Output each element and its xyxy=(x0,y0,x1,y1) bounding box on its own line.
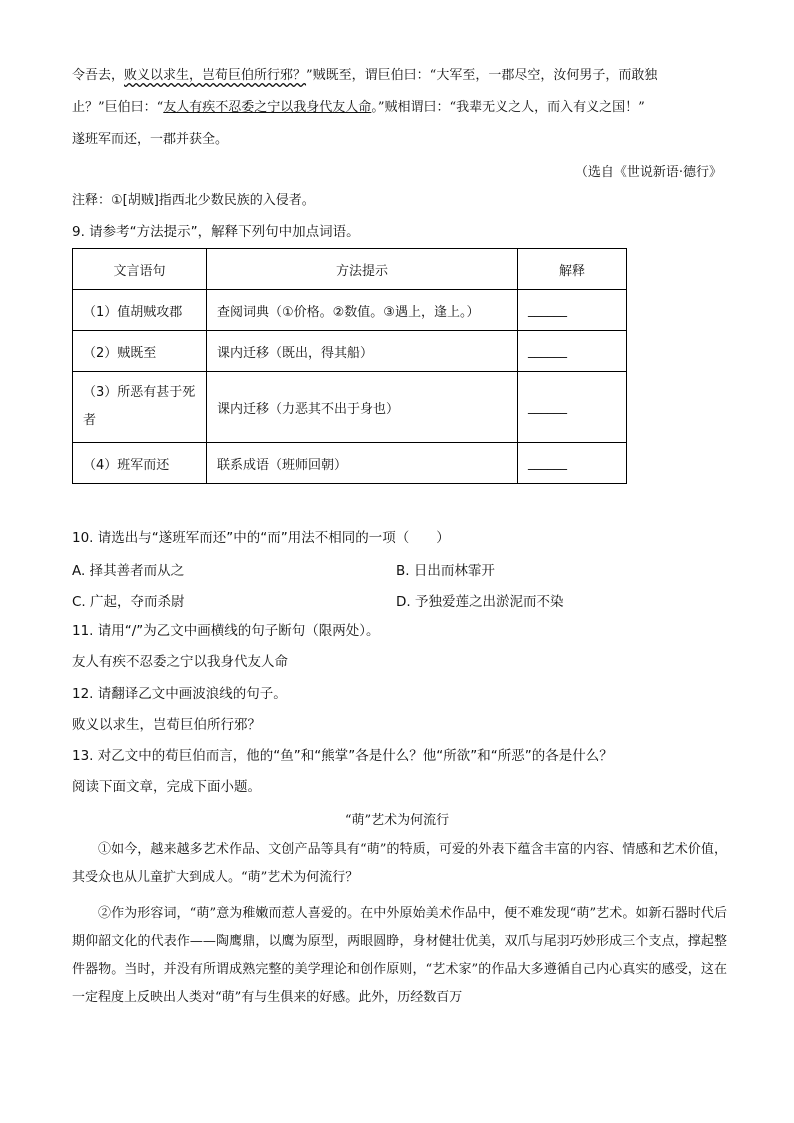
passage-text: 。”贼相谓曰：“我辈无义之人，而入有义之国！” xyxy=(371,100,645,115)
hint-cell: 课内迁移（既出，得其船） xyxy=(207,331,518,372)
hint-cell: 联系成语（班师回朝） xyxy=(207,443,518,484)
table-header-row xyxy=(73,249,627,290)
answer-blank[interactable]: ______ xyxy=(518,372,627,443)
article-paragraph-2: ②作为形容词，“萌”意为稚嫩而惹人喜爱的。在中外原始美术作品中，便不难发现“萌”艺术。如新石器时代后期仰韶文化的代表作——陶鹰鼎，以鹰为原型，两眼圆睁，身材健壮优美，双爪与尾羽巧妙形成三个支点，撑起整件器物。当时，并没有所谓成熟完整的美学理论和创作原则，“艺术家”的作品大多遵循自己内心真实的感受，这在一定程度上反映出人类对“萌”有与生俱来的好感。此外，历经数百万 xyxy=(72,906,727,1005)
option-d[interactable]: D. 予独爱莲之出淤泥而不染 xyxy=(396,594,564,610)
answer-blank[interactable]: ______ xyxy=(518,331,627,372)
passage-text: ”贼既至，谓巨伯曰：“大军至，一郡尽空，汝何男子，而敢独 xyxy=(306,68,658,83)
passage-line-3: 遂班军而还，一郡并获全。 xyxy=(72,132,229,147)
question-10: 10. 请选出与“遂班军而还”中的“而”用法不相同的一项（ ） xyxy=(72,530,450,546)
underlined-sentence: 友人有疾不忍委之宁以我身代友人命 xyxy=(163,100,372,115)
option-a[interactable]: A. 择其善者而从之 xyxy=(72,563,185,579)
reading-intro: 阅读下面文章，完成下面小题。 xyxy=(72,779,261,795)
sentence-cell: （2）贼既至 xyxy=(73,331,207,372)
table-header: 文言语句 xyxy=(73,249,207,290)
wavy-underlined-sentence: 败义以求生，岂荀巨伯所行邪？ xyxy=(124,68,307,83)
table-row xyxy=(73,372,627,443)
source-citation: （选自《世说新语·德行》 xyxy=(574,165,722,180)
sentence-cell: （4）班军而还 xyxy=(73,443,207,484)
answer-blank[interactable]: ______ xyxy=(518,443,627,484)
table-row xyxy=(73,331,627,372)
question-11: 11. 请用“/”为乙文中画横线的句子断句（限两处）。 xyxy=(72,623,380,639)
q12-sentence: 败义以求生，岂荀巨伯所行邪？ xyxy=(72,717,261,733)
article-paragraph-1: ①如今，越来越多艺术作品、文创产品等具有“萌”的特质，可爱的外表下蕴含丰富的内容、情感和艺术价值，其受众也从儿童扩大到成人。“萌”艺术为何流行？ xyxy=(72,842,727,885)
question-12: 12. 请翻译乙文中画波浪线的句子。 xyxy=(72,686,287,702)
method-hint-table xyxy=(72,248,627,484)
sentence-cell: （1）值胡贼攻郡 xyxy=(73,290,207,331)
table-header: 方法提示 xyxy=(207,249,518,290)
passage-line-2 xyxy=(72,98,645,118)
hint-cell: 课内迁移（力恶其不出于身也） xyxy=(207,372,518,443)
passage-text: 止？”巨伯曰：“ xyxy=(72,100,164,115)
sentence-cell: （3）所恶有甚于死者 xyxy=(73,372,207,443)
option-c[interactable]: C. 广起，夺而杀尉 xyxy=(72,594,185,610)
passage-line-1 xyxy=(72,66,657,86)
article-title: “萌”艺术为何流行 xyxy=(344,813,450,828)
table-row xyxy=(73,443,627,484)
question-9: 9. 请参考“方法提示”，解释下列句中加点词语。 xyxy=(72,224,360,240)
table-header: 解释 xyxy=(518,249,627,290)
q11-sentence: 友人有疾不忍委之宁以我身代友人命 xyxy=(72,654,288,670)
passage-text: 令吾去， xyxy=(72,68,125,83)
option-b[interactable]: B. 日出而林霏开 xyxy=(396,563,495,579)
question-13: 13. 对乙文中的荀巨伯而言，他的“鱼”和“熊掌”各是什么？他“所欲”和“所恶”的各是什么？ xyxy=(72,748,613,764)
table-row xyxy=(73,290,627,331)
annotation-note: 注释：①[胡贼]指西北少数民族的入侵者。 xyxy=(72,193,315,208)
hint-cell: 查阅词典（①价格。②数值。③遇上，逢上。） xyxy=(207,290,518,331)
answer-blank[interactable]: ______ xyxy=(518,290,627,331)
